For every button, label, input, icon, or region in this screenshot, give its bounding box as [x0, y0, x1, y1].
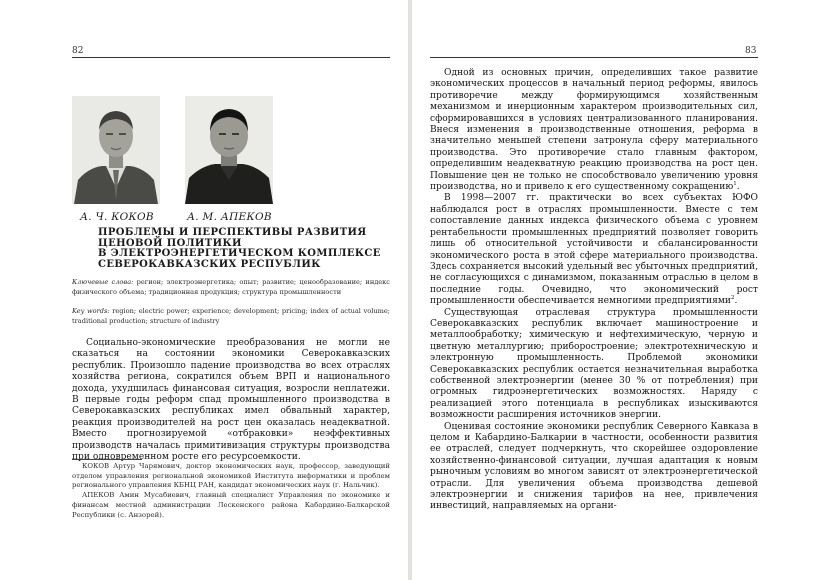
- left-page: [0, 0, 408, 580]
- page-number-left: 82: [72, 46, 84, 56]
- header-rule-right: [430, 57, 758, 58]
- body-paragraph: Социально-экономические преобразования не могли не сказаться на состоянии экономики Северокавказских республик. Произошло падение производства во всех отраслях хозяйства региона, сократился объем ВРП и национального дохода, ухудшилась финансовая ситуация, возросли неплатежи. В первые годы реформ спад промышленного производства в Северокавказских республиках имел обвальный характер, реакция производителей на рост цен оказалась неадекватной. Вместо прогнозируемой «отбраковки» неэффективных производств началась примитивизация структуры производства при одновременном росте его ресурсоемкости.: [72, 338, 390, 463]
- title-line: В ЭЛЕКТРОЭНЕРГЕТИЧЕСКОМ КОМПЛЕКСЕ: [98, 248, 381, 259]
- footnote-mark: 1: [733, 181, 737, 188]
- header-rule-left: [72, 57, 390, 58]
- keywords-en: [72, 307, 390, 326]
- footnote-mark: 2: [730, 295, 735, 302]
- keywords-ru-text: регион; электроэнергетика; опыт; развитие; ценообразование; индекс физического объема; традиционная продукция; структура промышленности: [72, 278, 390, 296]
- author-footnotes: [72, 462, 390, 520]
- author-photo-kokov: [72, 96, 160, 204]
- keywords-ru-label: Ключевые слова:: [72, 278, 134, 286]
- body-paragraph: В 1998—2007 гг. практически во всех субъектах ЮФО наблюдался рост в отраслях промышленности. Вместе с тем сопоставление данных индекса физического объема с уровнем рентабельности промышленных предприятий позволяет говорить лишь об относительной устойчивости и сбалансированности экономического роста в этой сфере материального производства. Здесь сохраняется высокий удельный вес убыточных предприятий, не согласующихся с динамизмом, показанным отраслью в целом в последние годы. Очевидно, что экономический рост промышленности обеспечивается немногими предприятиями$^2$.: [430, 193, 758, 307]
- keywords-ru: [72, 278, 390, 297]
- keywords-en-text: region; electric power; experience; development; pricing; index of actual volume; traditional production; structure of industry: [72, 307, 390, 325]
- author-name-kokov: А. Ч. КОКОВ: [80, 211, 154, 223]
- page-number-right: 83: [745, 46, 757, 56]
- title-line: ЦЕНОВОЙ ПОЛИТИКИ: [98, 237, 242, 249]
- title-line: ПРОБЛЕМЫ И ПЕРСПЕКТИВЫ РАЗВИТИЯ: [98, 227, 367, 238]
- right-page: [412, 0, 820, 580]
- author-name-apekov: А. М. АПЕКОВ: [187, 211, 272, 223]
- right-body: [430, 68, 758, 513]
- author-photo-apekov: [185, 96, 273, 204]
- body-paragraph: Одной из основных причин, определивших такое развитие экономических процессов в начальный период реформы, явилось противоречие между формирующимся хозяйственным механизмом и инерционным характером производительных сил, сформировавшихся в условиях централизованного планирования. Внеся изменения в производственные отношения, реформа в значительно меньшей степени затронула сферу материального производства. Это противоречие стало главным фактором, определившим неадекватную реакцию производства на рост цен. Повышение цен не только не способствовало увеличению уровня производства, но и привело к его существенному сокращению$^1$.: [430, 68, 758, 193]
- footnote-apekov: АПЕКОВ Амин Мусабиевич, главный специалист Управления по экономике и финансам местной администрации Лескенского района Кабардино-Балкарской Республики (с. Анзорей).: [72, 491, 390, 519]
- left-body: [72, 338, 390, 463]
- keywords-en-label: Key words:: [72, 307, 110, 315]
- title-line: СЕВЕРОКАВКАЗСКИХ РЕСПУБЛИК: [98, 258, 321, 270]
- body-paragraph: Оценивая состояние экономики республик Северного Кавказа в целом и Кабардино-Балкарии в частности, особенности развития ее отраслей, следует подчеркнуть, что скорейшее оздоровление хозяйственно-финансовой ситуации, лучшая адаптация к новым рыночным условиям во многом зависят от электроэнергетической отрасли. Для увеличения объема производства дешевой электроэнергии и снижения тарифов на нее, привлечения инвестиций, направляемых на органи-: [430, 421, 758, 512]
- article-title: [98, 228, 388, 270]
- footnote-rule: [72, 459, 142, 460]
- body-paragraph: Существующая отраслевая структура промышленности Северокавказских республик включает машиностроение и металлообработку; химическую и нефтехимическую, черную и цветную металлургию; приборостроение; электротехническую и электронную промышленность. Проблемой экономики Северокавказских республик остается незначительная выработка собственной электроэнергии (менее 30 % от потребления) при огромных гидроэнергетических возможностях. Наряду с реализацией этого потенциала в республиках изыскиваются возможности расширения источников энергии.: [430, 307, 758, 421]
- footnote-kokov: КОКОВ Артур Чарямович, доктор экономических наук, профессор, заведующий отделом управления региональной экономикой Института информатики и проблем регионального управления КБНЦ РАН, кандидат экономических наук (г. Нальчик).: [72, 462, 390, 490]
